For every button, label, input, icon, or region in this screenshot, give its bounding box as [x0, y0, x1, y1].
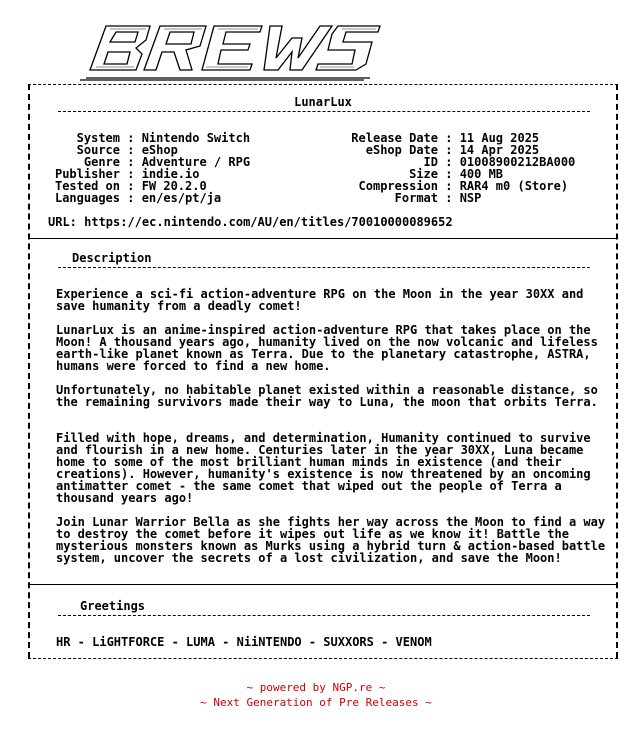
store-url[interactable]: URL: https://ec.nintendo.com/AU/en/titles/70010000089652 [48, 215, 453, 229]
description-paragraph: Join Lunar Warrior Bella as she fights her way across the Moon to find a way to destroy the comet before it wipes out life as we know it! Battle the mysterious monsters known as Murks using a hybrid turn & action-based battle system, uncover the secrets of a lost civilization, and save the Moon! [56, 515, 606, 565]
description-paragraph: Filled with hope, dreams, and determination, Humanity continued to survive and flourish in a new home. Centuries later in the year 30XX, Luna became home to some of the most brilliant human minds in existence (and their creations). However, humanity's existence is now threatened by an oncoming antimatter comet - the same comet that wiped out the people of Terra a thousand years ago! [56, 431, 591, 505]
footer-tagline: ~ Next Generation of Pre Releases ~ [200, 696, 432, 709]
info-row-system: System : Nintendo Switch [76, 131, 251, 145]
description-heading: Description [72, 251, 152, 265]
info-row-languages: Languages : en/es/pt/ja [54, 191, 222, 205]
info-row-source: Source : eShop [76, 143, 178, 157]
info-row-genre: Genre : Adventure / RPG [83, 155, 251, 169]
footer-powered-by[interactable]: ~ powered by NGP.re ~ [246, 681, 386, 694]
release-title: LunarLux [294, 95, 352, 109]
info-row-format: Format : NSP [394, 191, 482, 205]
info-row-release-date: Release Date : 11 Aug 2025 [351, 131, 540, 145]
description-paragraph: LunarLux is an anime-inspired action-adventure RPG that takes place on the Moon! A thousand years ago, humanity lived on the now volcanic and lifeless earth-like planet known as Terra. Due to the planetary catastrophe, ASTRA, humans were forced to find a new home. [56, 323, 598, 373]
description-paragraph: Unfortunately, no habitable planet existed within a reasonable distance, so the remaining survivors made their way to Luna, the moon that orbits Terra. [56, 383, 598, 409]
bottom-rule [28, 658, 618, 659]
section-divider [30, 238, 616, 239]
info-row-publisher: Publisher : indie.io [54, 167, 200, 181]
greetings-list: HR - LiGHTFORCE - LUMA - NiiNTENDO - SUXXORS - VENOM [56, 635, 432, 649]
title-underline [58, 111, 590, 112]
greetings-heading: Greetings [80, 599, 146, 613]
info-row-size: Size : 400 MB [409, 167, 504, 181]
info-row-tested-on: Tested on : FW 20.2.0 [54, 179, 207, 193]
info-row-id: ID : 01008900212BA000 [423, 155, 576, 169]
info-row-eshop-date: eShop Date : 14 Apr 2025 [365, 143, 540, 157]
description-underline [58, 267, 590, 268]
nfo-box [28, 84, 618, 658]
section-divider [30, 584, 616, 585]
description-paragraph: Experience a sci-fi action-adventure RPG on the Moon in the year 30XX and save humanity from a deadly comet! [56, 287, 584, 313]
brews-logo [80, 18, 390, 82]
info-row-compression: Compression : RAR4 m0 (Store) [358, 179, 569, 193]
footer [0, 680, 632, 710]
greetings-underline [58, 615, 590, 616]
